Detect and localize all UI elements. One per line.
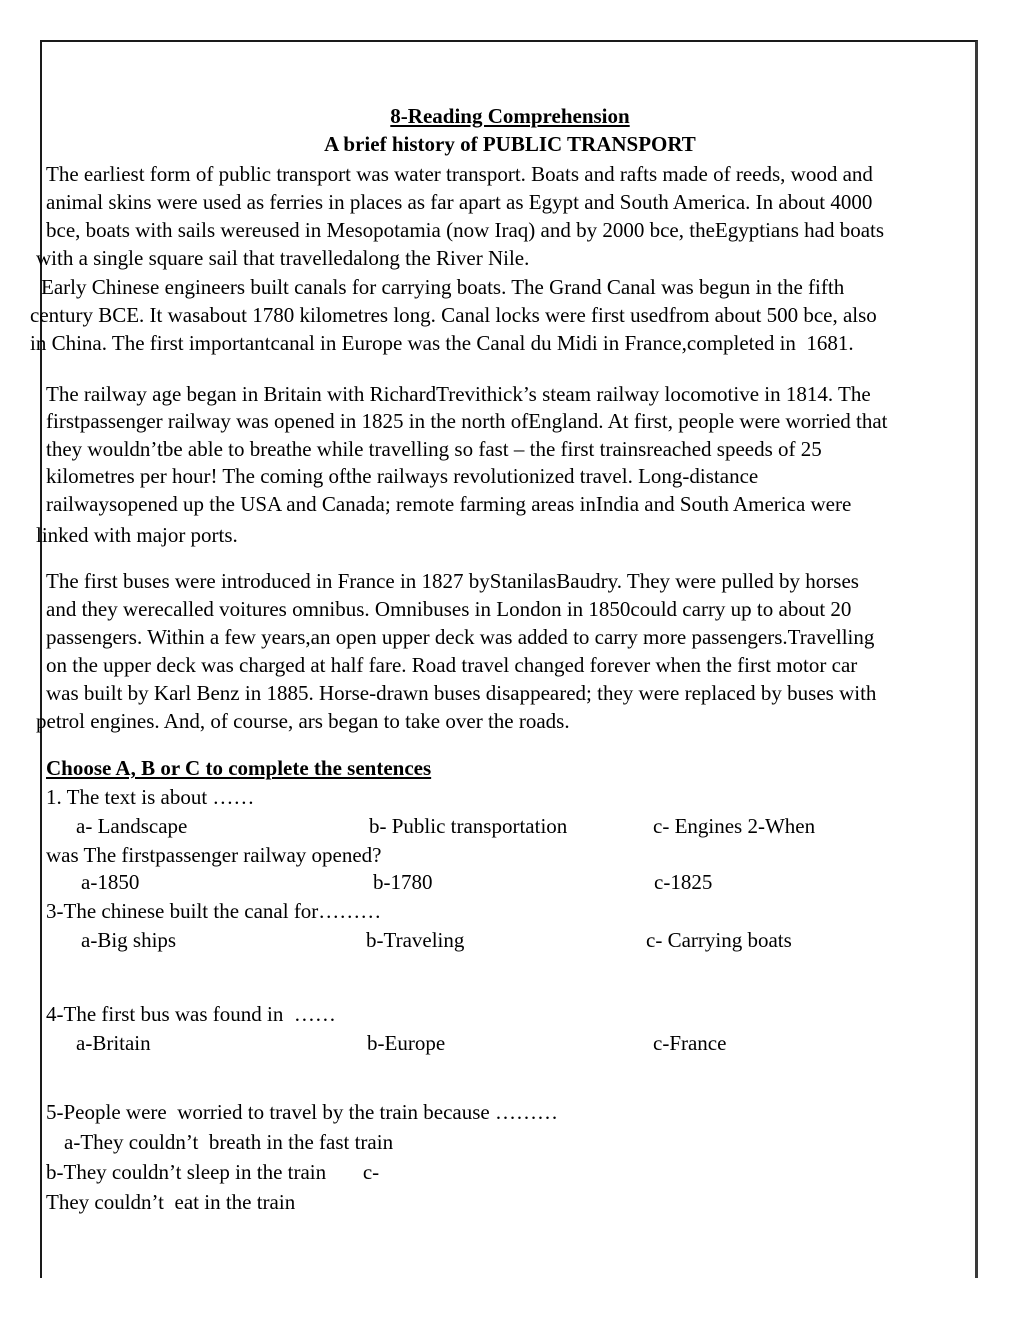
paragraph-line: was built by Karl Benz in 1885. Horse-drawn buses disappeared; they were replaced by buses with bbox=[46, 681, 877, 705]
paragraph-line: and they werecalled voitures omnibus. Omnibuses in London in 1850could carry up to about 20 bbox=[46, 597, 852, 621]
question-2-option-a: a-1850 bbox=[81, 870, 140, 894]
paragraph-line: firstpassenger railway was opened in 1825 in the north ofEngland. At first, people were worried that bbox=[46, 409, 888, 433]
question-5-option-c: They couldn’t eat in the train bbox=[46, 1190, 296, 1214]
page-subtitle: A brief history of PUBLIC TRANSPORT bbox=[324, 132, 696, 156]
question-5: 5-People were worried to travel by the train because ……… bbox=[46, 1100, 558, 1124]
paragraph-line: in China. The first importantcanal in Europe was the Canal du Midi in France,completed in 1681. bbox=[30, 331, 854, 355]
question-4-option-a: a-Britain bbox=[76, 1031, 151, 1055]
paragraph-line: with a single square sail that travelledalong the River Nile. bbox=[36, 246, 530, 270]
paragraph-line: linked with major ports. bbox=[36, 523, 238, 547]
paragraph-line: animal skins were used as ferries in places as far apart as Egypt and South America. In about 4000 bbox=[46, 190, 873, 214]
paragraph-line: petrol engines. And, of course, ars began to take over the roads. bbox=[36, 709, 570, 733]
question-3-option-a: a-Big ships bbox=[81, 928, 177, 952]
question-4-option-c: c-France bbox=[653, 1031, 727, 1055]
question-1-option-c: c- Engines 2-When bbox=[653, 814, 816, 838]
question-4-option-b: b-Europe bbox=[367, 1031, 446, 1055]
paragraph-line: they wouldn’tbe able to breathe while travelling so fast – the first trainsreached speeds of 25 bbox=[46, 437, 822, 461]
paragraph-line: The first buses were introduced in France in 1827 byStanilasBaudry. They were pulled by horses bbox=[46, 569, 859, 593]
question-4: 4-The first bus was found in …… bbox=[46, 1002, 336, 1026]
paragraph-line: on the upper deck was charged at half fare. Road travel changed forever when the first motor car bbox=[46, 653, 858, 677]
question-5-option-a: a-They couldn’t breath in the fast train bbox=[64, 1130, 394, 1154]
question-1: 1. The text is about …… bbox=[46, 785, 255, 809]
paragraph-line: kilometres per hour! The coming ofthe railways revolutionized travel. Long-distance bbox=[46, 464, 759, 488]
exercise-heading: Choose A, B or C to complete the sentences bbox=[46, 756, 432, 780]
question-2: was The firstpassenger railway opened? bbox=[46, 843, 382, 867]
paragraph-line: The earliest form of public transport was water transport. Boats and rafts made of reeds, wood and bbox=[46, 162, 873, 186]
question-3-option-b: b-Traveling bbox=[366, 928, 465, 952]
page-title: 8-Reading Comprehension bbox=[390, 104, 630, 128]
paragraph-line: bce, boats with sails wereused in Mesopotamia (now Iraq) and by 2000 bce, theEgyptians had boats bbox=[46, 218, 885, 242]
question-3: 3-The chinese built the canal for……… bbox=[46, 899, 382, 923]
question-5-option-b: b-They couldn’t sleep in the train c- bbox=[46, 1160, 380, 1184]
question-3-option-c: c- Carrying boats bbox=[646, 928, 792, 952]
question-1-option-b: b- Public transportation bbox=[369, 814, 568, 838]
paragraph-line: The railway age began in Britain with RichardTrevithick’s steam railway locomotive in 1814. The bbox=[46, 382, 871, 406]
paragraph-line: Early Chinese engineers built canals for carrying boats. The Grand Canal was begun in the fifth bbox=[41, 275, 845, 299]
paragraph-line: railwaysopened up the USA and Canada; remote farming areas inIndia and South America were bbox=[46, 492, 852, 516]
question-1-option-a: a- Landscape bbox=[76, 814, 188, 838]
question-2-option-c: c-1825 bbox=[654, 870, 713, 894]
question-2-option-b: b-1780 bbox=[373, 870, 433, 894]
paragraph-line: passengers. Within a few years,an open upper deck was added to carry more passengers.Travelling bbox=[46, 625, 875, 649]
paragraph-line: century BCE. It wasabout 1780 kilometres long. Canal locks were first usedfrom about 500 bce, also bbox=[30, 303, 877, 327]
